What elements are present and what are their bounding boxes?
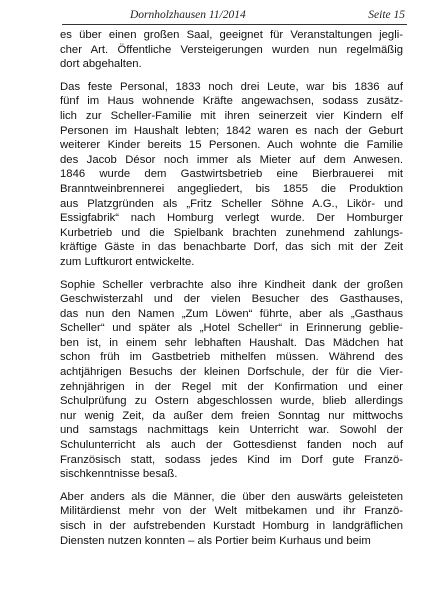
text-line: Militärdienst mehr von der Welt mitbekamen und ihr Franzö- — [60, 505, 403, 518]
text-line: des Jacob Désor noch immer als Mieter auf dem Anwesen. — [60, 153, 403, 166]
text-line: cher Art. Öffentliche Versteigerungen wurden nun regelmäßig — [60, 43, 403, 56]
text-line: zehnjährigen in der Regel mit der Konfirmation und einer — [60, 380, 403, 393]
text-line: 1846 wurde dem Gastwirtsbetrieb eine Bierbrauerei mit — [60, 168, 403, 181]
body-text — [60, 28, 403, 556]
header-title: Dornholzhausen 11/2014 — [130, 9, 246, 21]
running-header — [62, 6, 407, 25]
text-line: das nun den Namen „Zum Löwen“ führte, aber als „Gasthaus — [60, 307, 403, 320]
text-line: Französisch statt, sodass jedes Kind im Dorf gute Franzö- — [60, 453, 403, 466]
text-line: und samstags nachmittags kein Unterricht war. Sowohl der — [60, 424, 403, 437]
text-line: Sophie Scheller verbrachte also ihre Kindheit dank der großen — [60, 278, 403, 291]
text-line: Scheller“ und später als „Hotel Scheller“ in Erinnerung geblie- — [60, 322, 403, 335]
paragraph-2 — [60, 80, 403, 270]
text-line: es über einen großen Saal, geeignet für Veranstaltungen jegli- — [60, 29, 403, 41]
text-line: Essigfabrik“ nach Homburg verlegt wurde. Der Homburger — [60, 212, 403, 225]
text-line: achtjährigen Besuchs der kleinen Dorfschule, der für die Vier- — [60, 366, 403, 379]
text-line: weiterer Kinder bereits 15 Personen. Auch wohnte die Familie — [60, 139, 403, 152]
text-line: Geschwisterzahl und der vielen Besucher des Gasthauses, — [60, 293, 403, 306]
text-line: zum Luftkurort entwickelte. — [60, 255, 195, 268]
text-line: dort abgehalten. — [60, 58, 142, 71]
text-line: fünf im Haus wohnende Kräfte angewachsen, sodass zusätz- — [60, 95, 403, 108]
text-line: nur wenig Zeit, da außer dem freien Sonntag nur mittwochs — [60, 409, 403, 422]
text-line: aus Platzgründen als „Fritz Scheller Söhne A.G., Likör- und — [60, 197, 403, 210]
text-line: lich zur Scheller-Familie mit ihren seinerzeit vier Kindern elf — [60, 109, 403, 122]
text-line: Personen im Haushalt lebten; 1842 waren es nach der Geburt — [60, 124, 403, 137]
text-line: Branntweinbrennerei angegliedert, bis 1855 die Produktion — [60, 182, 403, 195]
text-line: sischkenntnisse besaß. — [60, 468, 178, 481]
page-number: Seite 15 — [368, 9, 405, 21]
text-line: Diensten nutzen konnten – als Portier beim Kurhaus und beim — [60, 534, 371, 547]
text-line: kräftige Gäste in das benachbarte Dorf, das sich mit der Zeit — [60, 241, 403, 254]
paragraph-3 — [60, 278, 403, 482]
text-line: Schulprüfung zu Ostern abgeschlossen wurde, blieb allerdings — [60, 395, 403, 408]
paragraph-1 — [60, 28, 403, 72]
text-line: schon früh im Gastbetrieb mithelfen müssen. Während des — [60, 351, 403, 364]
text-line: Aber anders als die Männer, die über den auswärts geleisteten — [60, 490, 403, 503]
text-line: ben ist, in einem sehr lebhaften Haushalt. Das Mädchen hat — [60, 336, 403, 349]
text-line: sisch in der aufstrebenden Kurstadt Homburg in landgräflichen — [60, 520, 403, 532]
text-line: Das feste Personal, 1833 noch drei Leute, war bis 1836 auf — [60, 80, 403, 93]
text-line: Kurbetrieb und die Spielbank brachten zunehmend zahlungs- — [60, 226, 403, 239]
paragraph-4 — [60, 490, 403, 548]
text-line: Schulunterricht als auch der Gottesdienst fanden noch auf — [60, 439, 403, 452]
